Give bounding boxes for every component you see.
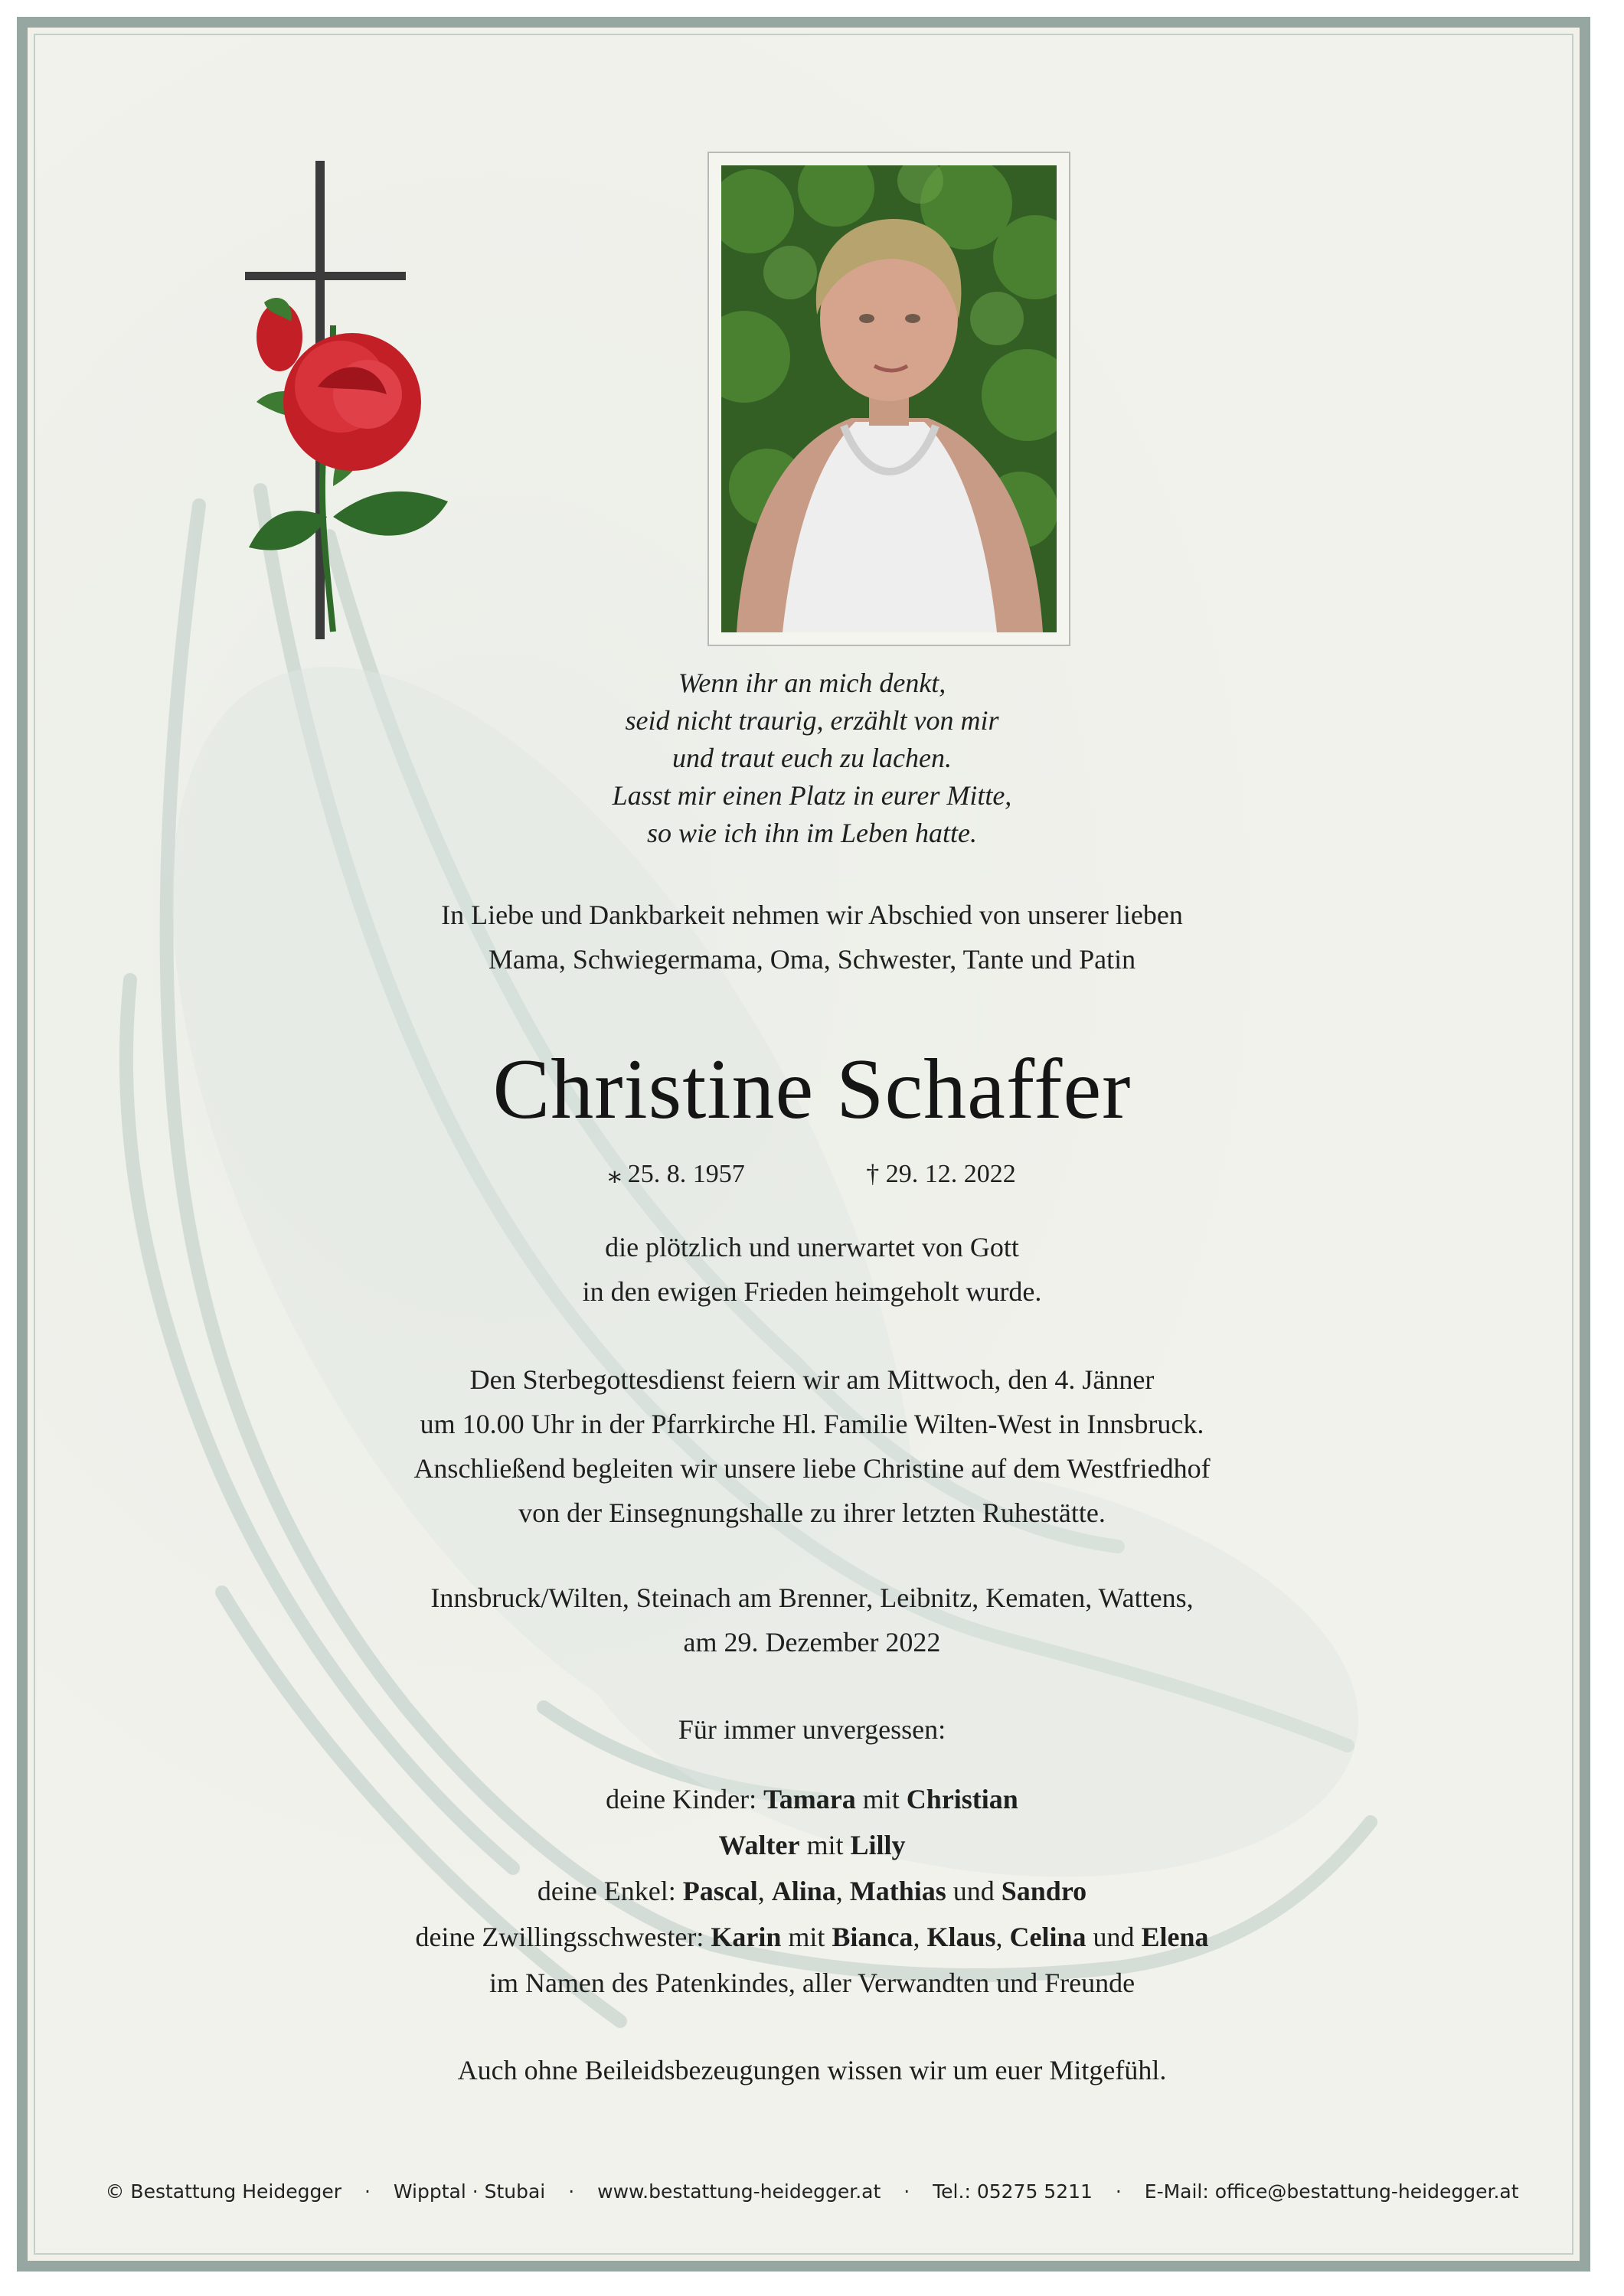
separator: ·: [568, 2180, 575, 2203]
separator: ·: [364, 2180, 371, 2203]
region: Wipptal · Stubai: [393, 2180, 546, 2203]
grandchild-name: Alina: [771, 1876, 836, 1906]
poem-line: so wie ich ihn im Leben hatte.: [647, 818, 977, 848]
connector: mit: [862, 1784, 900, 1814]
children-line: [0, 1776, 1624, 1822]
portrait-photo: [721, 165, 1057, 632]
closing-note: Auch ohne Beileidsbezeugungen wissen wir um euer Mitgefühl.: [457, 2055, 1167, 2085]
company-name: © Bestattung Heidegger: [105, 2180, 341, 2203]
comma: ,: [757, 1876, 765, 1906]
birth-date: ⁎ 25. 8. 1957: [608, 1160, 745, 1188]
child-name: Walter: [718, 1830, 800, 1860]
poem-line: seid nicht traurig, erzählt von mir: [625, 705, 999, 736]
death-note-line: in den ewigen Frieden heimgeholt wurde.: [582, 1276, 1042, 1307]
grandchild-name: Sandro: [1001, 1876, 1087, 1906]
poem-line: und traut euch zu lachen.: [672, 743, 952, 773]
partner-name: Christian: [906, 1784, 1018, 1814]
intro-line: In Liebe und Dankbarkeit nehmen wir Abschied von unserer lieben: [441, 900, 1183, 930]
grandchild-name: Pascal: [682, 1876, 758, 1906]
intro-line: Mama, Schwiegermama, Oma, Schwester, Tante und Patin: [488, 944, 1136, 975]
comma: ,: [835, 1876, 843, 1906]
partner-name: Lilly: [850, 1830, 906, 1860]
twin-name: Karin: [711, 1922, 782, 1952]
children-label: deine Kinder:: [606, 1784, 757, 1814]
service-line: Den Sterbegottesdienst feiern wir am Mittwoch, den 4. Jänner: [469, 1364, 1155, 1395]
unforgettable-heading: Für immer unvergessen:: [678, 1714, 946, 1745]
death-note: [0, 1225, 1624, 1314]
connector: und: [1093, 1922, 1135, 1952]
comma: ,: [913, 1922, 920, 1952]
relative-name: Elena: [1141, 1922, 1209, 1952]
twin-sister-line: [0, 1914, 1624, 1960]
connector: mit: [788, 1922, 825, 1952]
family-list: [0, 1776, 1624, 2006]
places-line: Innsbruck/Wilten, Steinach am Brenner, Leibnitz, Kematen, Wattens,: [430, 1582, 1194, 1613]
portrait-photo-frame: [707, 152, 1070, 646]
relative-name: Celina: [1009, 1922, 1086, 1952]
children-line-2: [0, 1822, 1624, 1868]
comma: ,: [995, 1922, 1003, 1952]
email-link[interactable]: E-Mail: office@bestattung-heidegger.at: [1144, 2180, 1519, 2203]
grandchild-name: Mathias: [849, 1876, 946, 1906]
website-link[interactable]: www.bestattung-heidegger.at: [597, 2180, 881, 2203]
death-date: † 29. 12. 2022: [866, 1160, 1016, 1188]
undertaker-footer: [0, 2180, 1624, 2203]
service-line: Anschließend begleiten wir unsere liebe Christine auf dem Westfriedhof: [413, 1453, 1211, 1484]
date-line: am 29. Dezember 2022: [683, 1627, 941, 1657]
twin-label: deine Zwillingsschwester:: [415, 1922, 704, 1952]
poem-line: Lasst mir einen Platz in eurer Mitte,: [612, 780, 1012, 811]
cross-with-rose-icon: [218, 157, 479, 647]
death-note-line: die plötzlich und unerwartet von Gott: [605, 1232, 1019, 1262]
relative-name: Bianca: [832, 1922, 913, 1952]
memorial-poem: [0, 665, 1624, 852]
deceased-name: Christine Schaffer: [492, 1042, 1132, 1137]
funeral-service-info: [0, 1357, 1624, 1535]
grandchildren-line: [0, 1868, 1624, 1914]
life-dates: [0, 1158, 1624, 1191]
connector: mit: [806, 1830, 844, 1860]
grandchildren-label: deine Enkel:: [537, 1876, 676, 1906]
separator: ·: [903, 2180, 910, 2203]
separator: ·: [1115, 2180, 1122, 2203]
child-name: Tamara: [763, 1784, 856, 1814]
poem-line: Wenn ihr an mich denkt,: [678, 668, 946, 698]
relative-name: Klaus: [926, 1922, 996, 1952]
service-line: von der Einsegnungshalle zu ihrer letzten Ruhestätte.: [518, 1497, 1106, 1528]
connector: und: [953, 1876, 995, 1906]
farewell-intro: [0, 893, 1624, 981]
places-and-date: [0, 1576, 1624, 1664]
others-line: im Namen des Patenkindes, aller Verwandten und Freunde: [489, 1968, 1135, 1998]
phone-number: Tel.: 05275 5211: [933, 2180, 1093, 2203]
service-line: um 10.00 Uhr in der Pfarrkirche Hl. Familie Wilten-West in Innsbruck.: [420, 1409, 1204, 1439]
